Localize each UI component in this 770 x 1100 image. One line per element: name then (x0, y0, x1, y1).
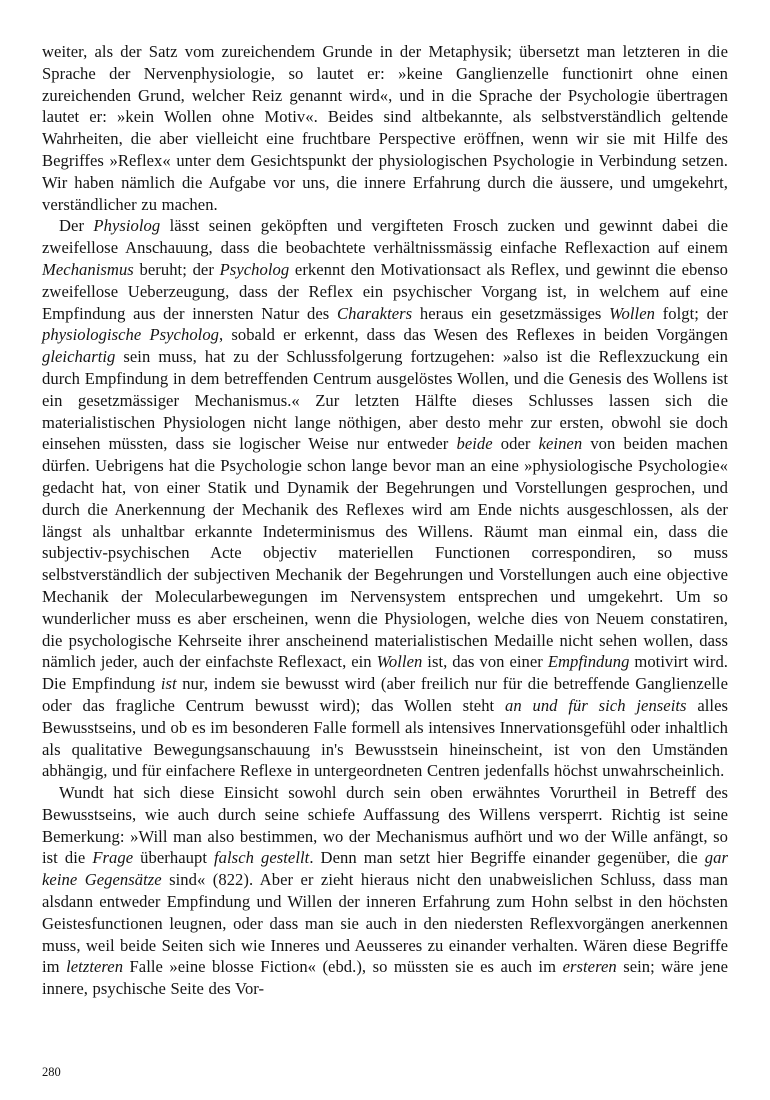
italic-text-run: Psycholog (219, 259, 290, 279)
italic-text-run: keinen (538, 434, 583, 454)
text-run: überhaupt (133, 848, 215, 868)
text-run: Falle »eine blosse Fiction« (ebd.), so müssten sie es auch im (123, 957, 563, 977)
text-run: sind« (822). Aber er zieht hieraus nicht den unabweislichen Schluss, dass man alsdann entweder Empfindung und Willen der inneren Erfahrung zum Hohn selbst in den höchsten Geistesfunctionen leugnen, oder dass man sie auch in den niedersten Reflexvorgängen anerkennen muss, weil beide Seiten sich wie Inneres und Aeusseres zu einander verhalten. Wären diese Begriffe im (42, 870, 728, 977)
italic-text-run: falsch gestellt (214, 848, 310, 868)
text-run: erkennt den Motivationsact als Reflex, und gewinnt die ebenso zweifellose Ueberzeugung, dass der Reflex ein psychischer Vorgang ist, in welchem auf eine Empfindung aus der innersten Natur des (42, 259, 728, 323)
italic-text-run: Physiolog (93, 216, 161, 236)
italic-text-run: Wollen (609, 303, 655, 323)
italic-text-run: ist (160, 674, 177, 694)
text-run: ist, das von einer (422, 652, 548, 672)
text-run: lässt seinen geköpften und vergifteten Frosch zucken und gewinnt dabei die zweifellose Anschauung, dass die beobachtete verhältnissmässig einfache Reflexaction auf einem (42, 216, 728, 258)
text-run: folgt; der (654, 303, 728, 323)
italic-text-run: ersteren (562, 957, 617, 977)
italic-text-run: an und für sich jenseits (505, 695, 687, 715)
page-footer (42, 1063, 61, 1081)
italic-text-run: letzteren (66, 957, 124, 977)
page-number: 280 (42, 1065, 61, 1079)
italic-text-run: Wollen (376, 652, 423, 672)
text-run: von beiden machen dürfen. Uebrigens hat die Psychologie schon lange bevor man an eine »physiologische Psychologie« gedacht hat, von einer Statik und Dynamik der Begehrungen und Vorstellungen gesprochen, und durch die Anerkennung der Mechanik des Reflexes wird am Ende nichts ausgeschlossen, als der längst als unhaltbar erkannte Indeterminismus des Willens. Räumt man einmal ein, dass die subjectiv-psychischen Acte objectiv materiellen Functionen correspondiren, so muss selbstverständlich der subjectiven Mechanik der Begehrungen und Vorstellungen auch eine objective Mechanik der Molecularbewegungen im Nervensystem entsprechen und umgekehrt. Um so wunderlicher muss es aber erscheinen, wenn die Physiologen, welche dies von Neuem constatiren, die psychologische Kehrseite ihrer anscheinend materialistischen Medaille nicht sehen wollen, dass nämlich jeder, auch der einfachste Reflexact, ein (42, 434, 729, 672)
paragraph (42, 41, 728, 215)
text-run: motivirt wird. Die Empfindung (42, 652, 728, 694)
italic-text-run: gleichartig (42, 347, 116, 367)
italic-text-run: gar keine Gegensätze (42, 848, 728, 890)
paragraph (42, 215, 728, 782)
italic-text-run: Charakters (336, 303, 413, 323)
italic-text-run: physiologische Psycholog (42, 325, 220, 345)
text-run: beruht; der (133, 259, 220, 279)
text-run: alles Bewusstseins, und ob es im besonderen Falle formell als intensives Innervationsgefühl oder inhaltlich als qualitative Bewegungsanschauung in's Bewusstsein hineinscheint, ist von den Umständen abhängig, und für einfachere Reflexe in untergeordneten Centren jedenfalls höchst unwahrscheinlich. (42, 695, 729, 781)
italic-text-run: Frage (92, 848, 134, 868)
text-run: Der (59, 216, 94, 236)
text-run: Wundt hat sich diese Einsicht sowohl durch sein oben erwähntes Vorurtheil in Betreff des Bewusstseins, wie auch durch seine schiefe Auffassung des Willens versperrt. Richtig ist seine Bemerkung: »Will man also bestimmen, wo der Mechanismus aufhört und wo der Wille anfängt, so ist die (42, 783, 728, 868)
text-run: . Denn man setzt hier Begriffe einander gegenüber, die (309, 848, 705, 868)
text-run: nur, indem sie bewusst wird (aber freilich nur für die betreffende Ganglienzelle oder das fragliche Centrum bewusst wird); das Wollen steht (42, 674, 728, 715)
text-run: weiter, als der Satz vom zureichendem Grunde in der Metaphysik; übersetzt man letzteren in die Sprache der Nervenphysiologie, so lautet er: »keine Ganglienzelle functionirt ohne einen zureichenden Grund, welcher Reiz genannt wird«, und in die Sprache der Psychologie übertragen lautet er: »kein Wollen ohne Motiv«. Beides sind altbekannte, als selbstverständlich geltende Wahrheiten, die aber vielleicht eine fruchtbare Perspective eröffnen, wenn wir sie mit Hilfe des Begriffes »Reflex« unter dem Gesichtspunkt der physiologischen Psychologie in Verbindung setzen. Wir haben nämlich die Aufgabe vor uns, die innere Erfahrung durch die äussere, und umgekehrt, verständlicher zu machen. (42, 42, 728, 214)
paragraph (42, 782, 728, 1000)
text-run: heraus ein gesetzmässiges (412, 303, 610, 323)
text-run: sein; wäre jene innere, psychische Seite des Vor- (42, 957, 728, 999)
text-run: oder (492, 434, 539, 454)
page-text (42, 41, 728, 1000)
text-run: sein muss, hat zu der Schlussfolgerung fortzugehen: »also ist die Reflexzuckung ein durch Empfindung in dem betreffenden Centrum ausgelöstes Wollen, und die Genesis des Wollens ist ein gesetzmässiger Mechanismus.« Zur letzten Hälfte dieses Schlusses lassen sich die materialistischen Physiologen nicht lange nöthigen, aber desto mehr zur ersten, obwohl sie doch einsehen müssten, dass sie logischer Weise nur entweder (42, 347, 728, 454)
text-run: , sobald er erkennt, dass das Wesen des Reflexes in beiden Vorgängen (219, 325, 728, 345)
italic-text-run: beide (456, 434, 493, 454)
italic-text-run: Mechanismus (42, 259, 134, 279)
italic-text-run: Empfindung (547, 652, 630, 672)
